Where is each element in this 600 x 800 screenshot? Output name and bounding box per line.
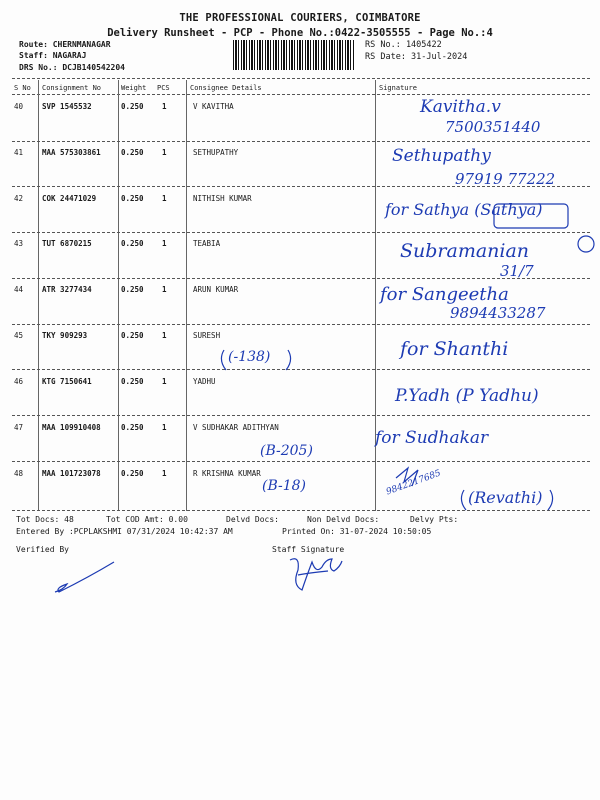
handwritten-phone: 97919 77222: [455, 170, 556, 188]
row-consignment: KTG 7150641: [42, 377, 92, 386]
handwritten-note: (B-205): [260, 443, 313, 459]
row-consignment: TUT 6870215: [42, 239, 92, 248]
row-consignment: MAA 575303861: [42, 148, 101, 157]
row-pcs: 1: [162, 102, 167, 111]
row-sno: 41: [14, 148, 24, 157]
row-consignment: ATR 3277434: [42, 285, 92, 294]
staff-signature-label: Staff Signature: [272, 545, 345, 554]
row-consignee: R KRISHNA KUMAR: [193, 469, 261, 478]
col-consignee: Consignee Details: [190, 84, 262, 92]
handwritten-phone: 9894433287: [450, 304, 546, 322]
row-weight: 0.250: [121, 285, 144, 294]
row-pcs: 1: [162, 423, 167, 432]
row-consignment: MAA 101723078: [42, 469, 101, 478]
row-weight: 0.250: [121, 423, 144, 432]
row-pcs: 1: [162, 469, 167, 478]
row-consignment: COK 24471029: [42, 194, 97, 203]
row-sno: 42: [14, 194, 24, 203]
verified-signature: [55, 562, 114, 592]
row-consignee: TEABIA: [193, 239, 221, 248]
verified-by-label: Verified By: [16, 545, 69, 554]
staff: Staff: NAGARAJ: [19, 51, 87, 60]
row-consignee: V KAVITHA: [193, 102, 234, 111]
staff-signature: [290, 559, 342, 590]
ink-scribble: [396, 468, 418, 486]
row-pcs: 1: [162, 285, 167, 294]
handwritten-signature: (Revathi): [468, 488, 543, 507]
row-consignee: NITHISH KUMAR: [193, 194, 252, 203]
rs-date: RS Date: 31-Jul-2024: [365, 52, 468, 62]
row-weight: 0.250: [121, 148, 144, 157]
row-weight: 0.250: [121, 239, 144, 248]
handwritten-signature: Kavitha.v: [420, 97, 501, 117]
row-weight: 0.250: [121, 194, 144, 203]
drs-number: DRS No.: DCJB140542204: [19, 63, 125, 72]
row-sno: 45: [14, 331, 24, 340]
handwritten-signature: Subramanian: [400, 240, 530, 262]
route: Route: CHERNMANAGAR: [19, 40, 111, 49]
handwritten-note: (B-18): [262, 478, 307, 494]
row-pcs: 1: [162, 331, 167, 340]
row-consignment: TKY 909293: [42, 331, 88, 340]
company-title: THE PROFESSIONAL COURIERS, COIMBATORE: [179, 12, 421, 24]
row-sno: 47: [14, 423, 24, 432]
runsheet-subtitle: Delivery Runsheet - PCP - Phone No.:0422-3505555 - Page No.:4: [107, 27, 493, 39]
ink-paren: [461, 490, 552, 510]
entered-by: Entered By :PCPLAKSHMI 07/31/2024 10:42:37 AM: [16, 527, 233, 536]
non-delivered-docs: Non Delvd Docs:: [307, 515, 380, 524]
ink-paren: [221, 350, 290, 370]
handwritten-signature: for Sudhakar: [375, 428, 489, 448]
row-sno: 44: [14, 285, 24, 294]
handwritten-signature: for Sangeetha: [380, 284, 509, 305]
ink-circle: [578, 236, 594, 252]
ink-box: [494, 204, 568, 228]
handwritten-phone: 7500351440: [445, 118, 541, 136]
handwritten-signature: for Sathya (Sathya): [385, 200, 543, 219]
row-consignee: ARUN KUMAR: [193, 285, 239, 294]
handwritten-signature: P.Yadh (P Yadhu): [395, 386, 539, 406]
handwritten-phone: 9842217685: [385, 468, 443, 498]
col-consignment: Consignment No: [42, 84, 102, 92]
row-sno: 40: [14, 102, 24, 111]
col-weight: Weight: [121, 84, 147, 92]
row-consignee: SETHUPATHY: [193, 148, 239, 157]
col-signature: Signature: [379, 84, 417, 92]
row-consignee: SURESH: [193, 331, 221, 340]
printed-on: Printed On: 31-07-2024 10:50:05: [282, 527, 432, 536]
row-pcs: 1: [162, 239, 167, 248]
delivered-docs: Delvd Docs:: [226, 515, 279, 524]
row-consignment: MAA 109910408: [42, 423, 101, 432]
row-weight: 0.250: [121, 102, 144, 111]
row-consignee: V SUDHAKAR ADITHYAN: [193, 423, 279, 432]
delivery-points: Delvy Pts:: [410, 515, 459, 524]
row-sno: 48: [14, 469, 24, 478]
handwritten-date: 31/7: [500, 262, 534, 280]
row-consignment: SVP 1545532: [42, 102, 92, 111]
row-weight: 0.250: [121, 469, 144, 478]
col-pcs: PCS: [157, 84, 170, 92]
row-consignee: YADHU: [193, 377, 216, 386]
row-weight: 0.250: [121, 331, 144, 340]
handwritten-signature: for Shanthi: [400, 338, 509, 360]
handwritten-signature: Sethupathy: [392, 146, 491, 166]
row-pcs: 1: [162, 194, 167, 203]
handwritten-note: (-138): [228, 349, 271, 365]
col-sno: S No: [14, 84, 31, 92]
row-sno: 46: [14, 377, 24, 386]
row-pcs: 1: [162, 148, 167, 157]
total-docs: Tot Docs: 48: [16, 515, 74, 524]
row-pcs: 1: [162, 377, 167, 386]
row-sno: 43: [14, 239, 24, 248]
rs-number: RS No.: 1405422: [365, 40, 442, 50]
total-cod: Tot COD Amt: 0.00: [106, 515, 188, 524]
row-weight: 0.250: [121, 377, 144, 386]
